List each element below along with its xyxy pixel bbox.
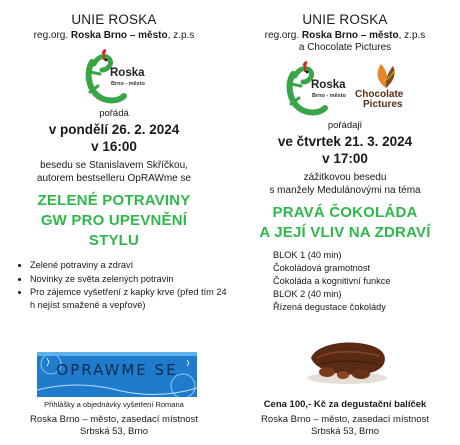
org-registration: reg.org. Roska Brno – město, z.p.s — [264, 30, 426, 41]
logo-wordmark: Roska — [110, 67, 145, 79]
event-headline: PRAVÁ ČOKOLÁDA A JEJÍ VLIV NA ZDRAVÍ — [259, 204, 431, 241]
org-registration: reg.org. Roska Brno – město, z.p.s — [33, 30, 195, 41]
list-item: • Novinky ze světa zelených potravin — [30, 273, 228, 286]
list-item: BLOK 1 (40 min) — [273, 250, 342, 260]
list-item: Čokoláda a kognitivní funkce — [273, 276, 391, 286]
organizer-verb: pořádají — [327, 120, 363, 131]
logo-subtitle: Brno - město — [111, 81, 145, 87]
org-name: UNIE ROSKA — [71, 12, 157, 27]
venue-info: Roska Brno – město, zasedací místnost Srbská 53, Brno — [30, 414, 198, 437]
venue-info: Roska Brno – město, zasedací místnost Srbská 53, Brno — [261, 414, 429, 437]
event-headline: ZELENÉ POTRAVINY GW PRO UPEVNĚNÍ STYLU — [37, 192, 191, 249]
price-info: Cena 100,- Kč za degustační balíček — [263, 399, 427, 410]
list-item: • Pro zájemce vyšetření z kapky krve (před tím 24 h nejíst smažené a vepřové) — [30, 286, 228, 311]
roska-logo — [84, 46, 144, 106]
chocolate-wordmark: Chocolate Pictures — [355, 89, 404, 110]
leaf-icon — [371, 60, 401, 90]
logo-subtitle: Brno - město — [312, 93, 346, 99]
event-date: v pondělí 26. 2. 2024 — [48, 122, 180, 137]
logo-area — [0, 46, 228, 108]
event-date: ve čtvrtek 21. 3. 2024 — [277, 134, 413, 149]
oprawme-banner — [37, 352, 197, 397]
event-description: besedu se Stanislavem Skříčkou, autorem bestselleru OpRAWme se — [36, 160, 192, 184]
logo-wordmark: Roska — [311, 79, 346, 91]
org-name: UNIE ROSKA — [302, 12, 388, 27]
organizer-verb: pořádá — [99, 108, 129, 119]
event-description: zážitkovou besedu s manžely Medulánovými na téma — [269, 172, 421, 196]
co-organizer: a Chocolate Pictures — [298, 42, 392, 53]
topic-list — [0, 259, 228, 311]
list-item: • Zelené potraviny a zdraví — [30, 259, 228, 272]
program-list — [273, 249, 459, 314]
roska-logo — [285, 58, 345, 118]
registration-note: Přihlášky a objednávky vyšetření Romana — [44, 400, 184, 409]
list-item: Řízená degustace čokolády — [273, 302, 386, 312]
list-item: BLOK 2 (40 min) — [273, 289, 342, 299]
right-flyer — [231, 0, 459, 445]
cocoa-pod-icon — [297, 328, 397, 388]
event-time: v 17:00 — [322, 151, 368, 166]
logo-area — [231, 58, 459, 120]
list-item: Čokoládová gramotnost — [273, 263, 371, 273]
event-time: v 16:00 — [91, 139, 137, 154]
chocolate-pictures-logo — [355, 60, 415, 118]
banner-title: OPRAWME SE — [56, 361, 178, 379]
